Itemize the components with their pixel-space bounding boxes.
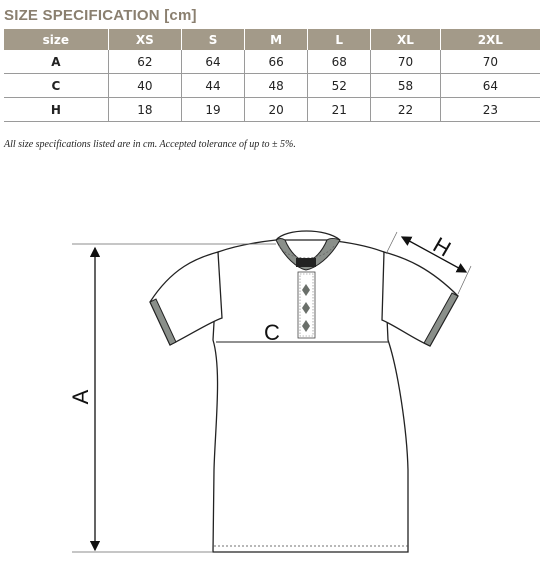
table-cell: 64 (440, 74, 540, 98)
table-cell: 62 (108, 50, 181, 74)
dimension-c-label: C (264, 320, 280, 345)
header-col-xl: XL (371, 29, 440, 50)
table-cell: 23 (440, 98, 540, 122)
row-label: A (4, 50, 108, 74)
dimension-h-ext-right (458, 266, 471, 294)
page-title: SIZE SPECIFICATION [cm] (4, 7, 197, 24)
header-col-s: S (181, 29, 244, 50)
table-cell: 58 (371, 74, 440, 98)
table-cell: 70 (371, 50, 440, 74)
left-sleeve (150, 252, 222, 345)
table-cell: 70 (440, 50, 540, 74)
dimension-h-ext-left (386, 232, 397, 254)
header-col-m: M (245, 29, 308, 50)
row-label: C (4, 74, 108, 98)
row-label: H (4, 98, 108, 122)
table-cell: 40 (108, 74, 181, 98)
table-cell: 44 (181, 74, 244, 98)
right-sleeve (382, 252, 458, 346)
table-cell: 64 (181, 50, 244, 74)
header-col-2xl: 2XL (440, 29, 540, 50)
table-cell: 66 (245, 50, 308, 74)
tolerance-note: All size specifications listed are in cm. Accepted tolerance of up to ± 5%. (4, 139, 296, 150)
dimension-h-label: H (428, 232, 456, 262)
dimension-a-label: A (68, 389, 93, 405)
table-cell: 19 (181, 98, 244, 122)
table-cell: 18 (108, 98, 181, 122)
table-cell: 68 (308, 50, 371, 74)
table-cell: 52 (308, 74, 371, 98)
header-size-label: size (4, 29, 108, 50)
table-cell: 20 (245, 98, 308, 122)
table-cell: 22 (371, 98, 440, 122)
header-col-l: L (308, 29, 371, 50)
header-col-xs: XS (108, 29, 181, 50)
table-cell: 21 (308, 98, 371, 122)
table-cell: 48 (245, 74, 308, 98)
brand-tag (296, 258, 316, 267)
